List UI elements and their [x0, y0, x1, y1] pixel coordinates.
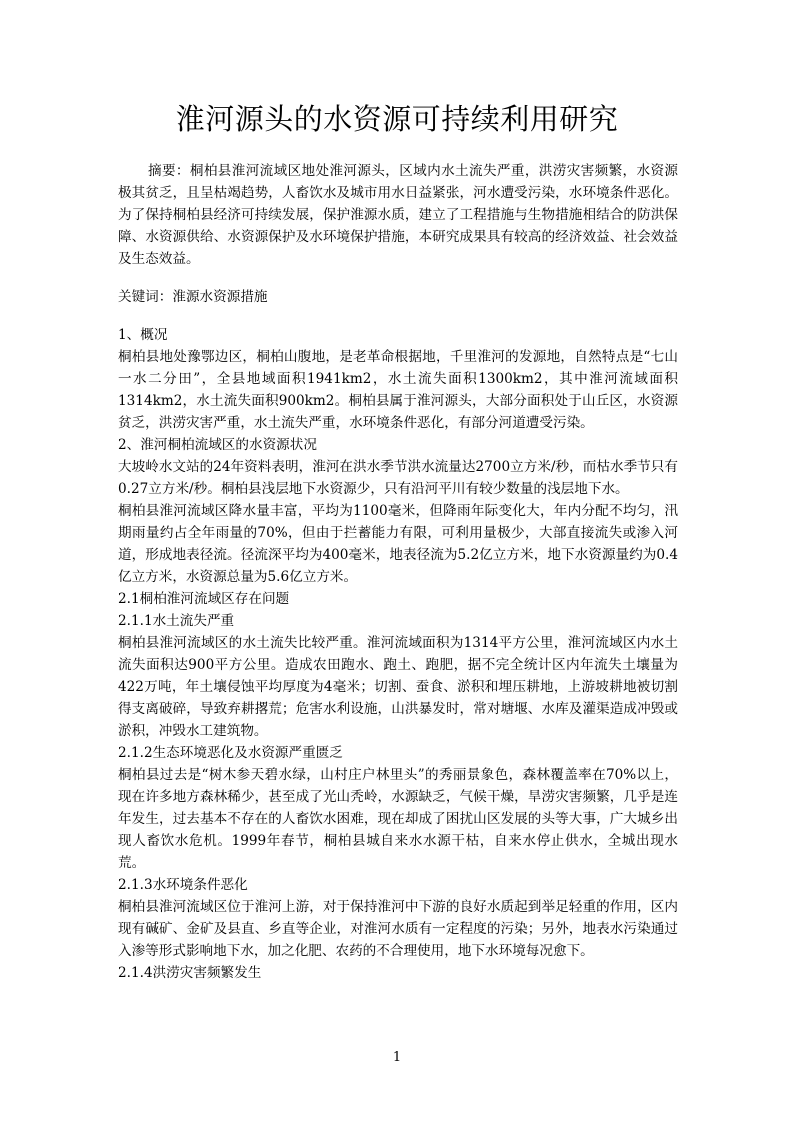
body-paragraph: 桐柏县过去是“树木参天碧水绿，山村庄户林里头”的秀丽景象色，森林覆盖率在70%以上，现在许多地方森林稀少，甚至成了光山秃岭，水源缺乏，气候干燥，旱涝灾害频繁，几乎是连年发生，过去基本不存在的人畜饮水困难，现在却成了困扰山区发展的头等大事，广大城乡出现人畜饮水危机。1999年春节，桐柏县城自来水水源干枯，自来水停止供水，全城出现水荒。: [118, 767, 678, 871]
subsection-heading-water-environment: 2.1.3水环境条件恶化: [118, 877, 248, 893]
page-title: 淮河源头的水资源可持续利用研究: [175, 102, 619, 136]
body-paragraph: 大坡岭水文站的24年资料表明，淮河在洪水季节洪水流量达2700立方米/秒，而枯水季节只有0.27立方米/秒。桐柏县浅层地下水资源少，只有沿河平川有较少数量的浅层地下水。: [118, 459, 678, 497]
body-paragraph: 桐柏县地处豫鄂边区，桐柏山腹地，是老革命根据地，千里淮河的发源地，自然特点是“七山一水二分田”，全县地域面积1941km2，水土流失面积1300km2，其中淮河流域面积1314km2，水土流失面积900km2。桐柏县属于淮河源头，大部分面积处于山丘区，水资源贫乏，洪涝灾害严重，水土流失严重，水环境条件恶化，有部分河道遭受污染。: [118, 349, 678, 431]
subsection-heading-floods: 2.1.4洪涝灾害频繁发生: [118, 965, 262, 981]
body-paragraph: 桐柏县淮河流域区降水量丰富，平均为1100毫米，但降雨年际变化大，年内分配不均匀，汛期雨量约占全年雨量的70%，但由于拦蓄能力有限，可利用量极少，大部直接流失或渗入河道，形成地表径流。径流深平均为400毫米，地表径流为5.2亿立方米，地下水资源量约为0.4亿立方米，水资源总量为5.6亿立方米。: [118, 503, 678, 585]
keywords-line: 关键词：淮源水资源措施: [118, 289, 268, 305]
section-heading-problems: 2.1桐柏淮河流域区存在问题: [118, 591, 290, 607]
subsection-heading-soil-erosion: 2.1.1水土流失严重: [118, 613, 235, 629]
abstract-paragraph: 摘要：桐柏县淮河流域区地处淮河源头，区域内水土流失严重，洪涝灾害频繁，水资源极其贫乏，且呈枯竭趋势，人畜饮水及城市用水日益紧张，河水遭受污染，水环境条件恶化。为了保持桐柏县经济可持续发展，保护淮源水质，建立了工程措施与生物措施相结合的防洪保障、水资源供给、水资源保护及水环境保护措施，本研究成果具有较高的经济效益、社会效益及生态效益。: [118, 163, 678, 267]
keywords-section: [118, 286, 678, 308]
section-heading-water-resources: 2、淮河桐柏流域区的水资源状况: [118, 437, 317, 453]
body-paragraph: 桐柏县淮河流域区的水土流失比较严重。淮河流域面积为1314平方公里，淮河流域区内水土流失面积达900平方公里。造成农田跑水、跑土、跑肥，据不完全统计区内年流失土壤量为422万吨，年土壤侵蚀平均厚度为4毫米；切割、蚕食、淤积和埋压耕地，上游坡耕地被切割得支离破碎，导致弃耕撂荒；危害水利设施，山洪暴发时，常对塘堰、水库及灌渠造成冲毁或淤积，冲毁水工建筑物。: [118, 635, 678, 739]
section-heading-overview: 1、概况: [118, 327, 168, 343]
abstract-section: [118, 160, 678, 270]
page-number: 1: [392, 1050, 402, 1065]
body-paragraph: 桐柏县淮河流域区位于淮河上游，对于保持淮河中下游的良好水质起到举足轻重的作用，区内现有碱矿、金矿及县直、乡直等企业，对淮河水质有一定程度的污染；另外，地表水污染通过入渗等形式影响地下水，加之化肥、农药的不合理使用，地下水环境每况愈下。: [118, 899, 678, 959]
subsection-heading-ecology: 2.1.2生态环境恶化及水资源严重匮乏: [118, 745, 343, 761]
body-section: [118, 324, 678, 984]
